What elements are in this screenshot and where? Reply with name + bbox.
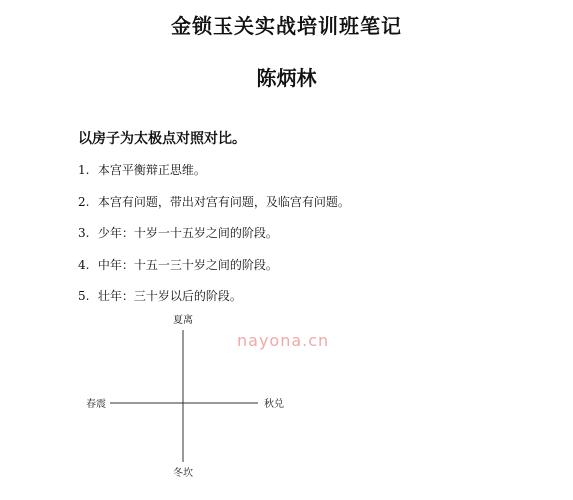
list-item-text: 本宫平衡辩正思维。 [97,163,206,177]
list-item [78,192,350,224]
list-item-number: 1. [78,163,90,177]
diagram-top-label: 夏离 [173,315,193,326]
diagram-left-label: 春震 [86,399,106,410]
list-item-number: 3. [78,226,90,240]
list-item-number: 4. [78,257,90,272]
list-item-text: 本宫有问题，带出对宫有问题，及临宫有问题。 [97,194,350,209]
author-name: 陈炳林 [256,66,317,90]
diagram-bottom-label: 冬坎 [173,468,193,479]
watermark: nayona.cn [237,331,330,350]
list-item [78,286,350,318]
list-item-text: 壮年：三十岁以后的阶段。 [97,289,242,303]
list-item-text: 中年：十五一三十岁之间的阶段。 [97,257,278,272]
diagram-right-label: 秋兑 [264,399,284,410]
list-item [78,255,350,287]
section-heading: 以房子为太极点对照对比。 [78,131,246,147]
list-item-number: 5. [78,289,90,303]
list-item-text: 少年：十岁一十五岁之间的阶段。 [97,226,278,240]
page-title: 金锁玉关实战培训班笔记 [171,14,402,38]
notes-list [78,160,350,318]
list-item-number: 2. [78,194,90,209]
list-item [78,160,350,192]
list-item [78,223,350,255]
